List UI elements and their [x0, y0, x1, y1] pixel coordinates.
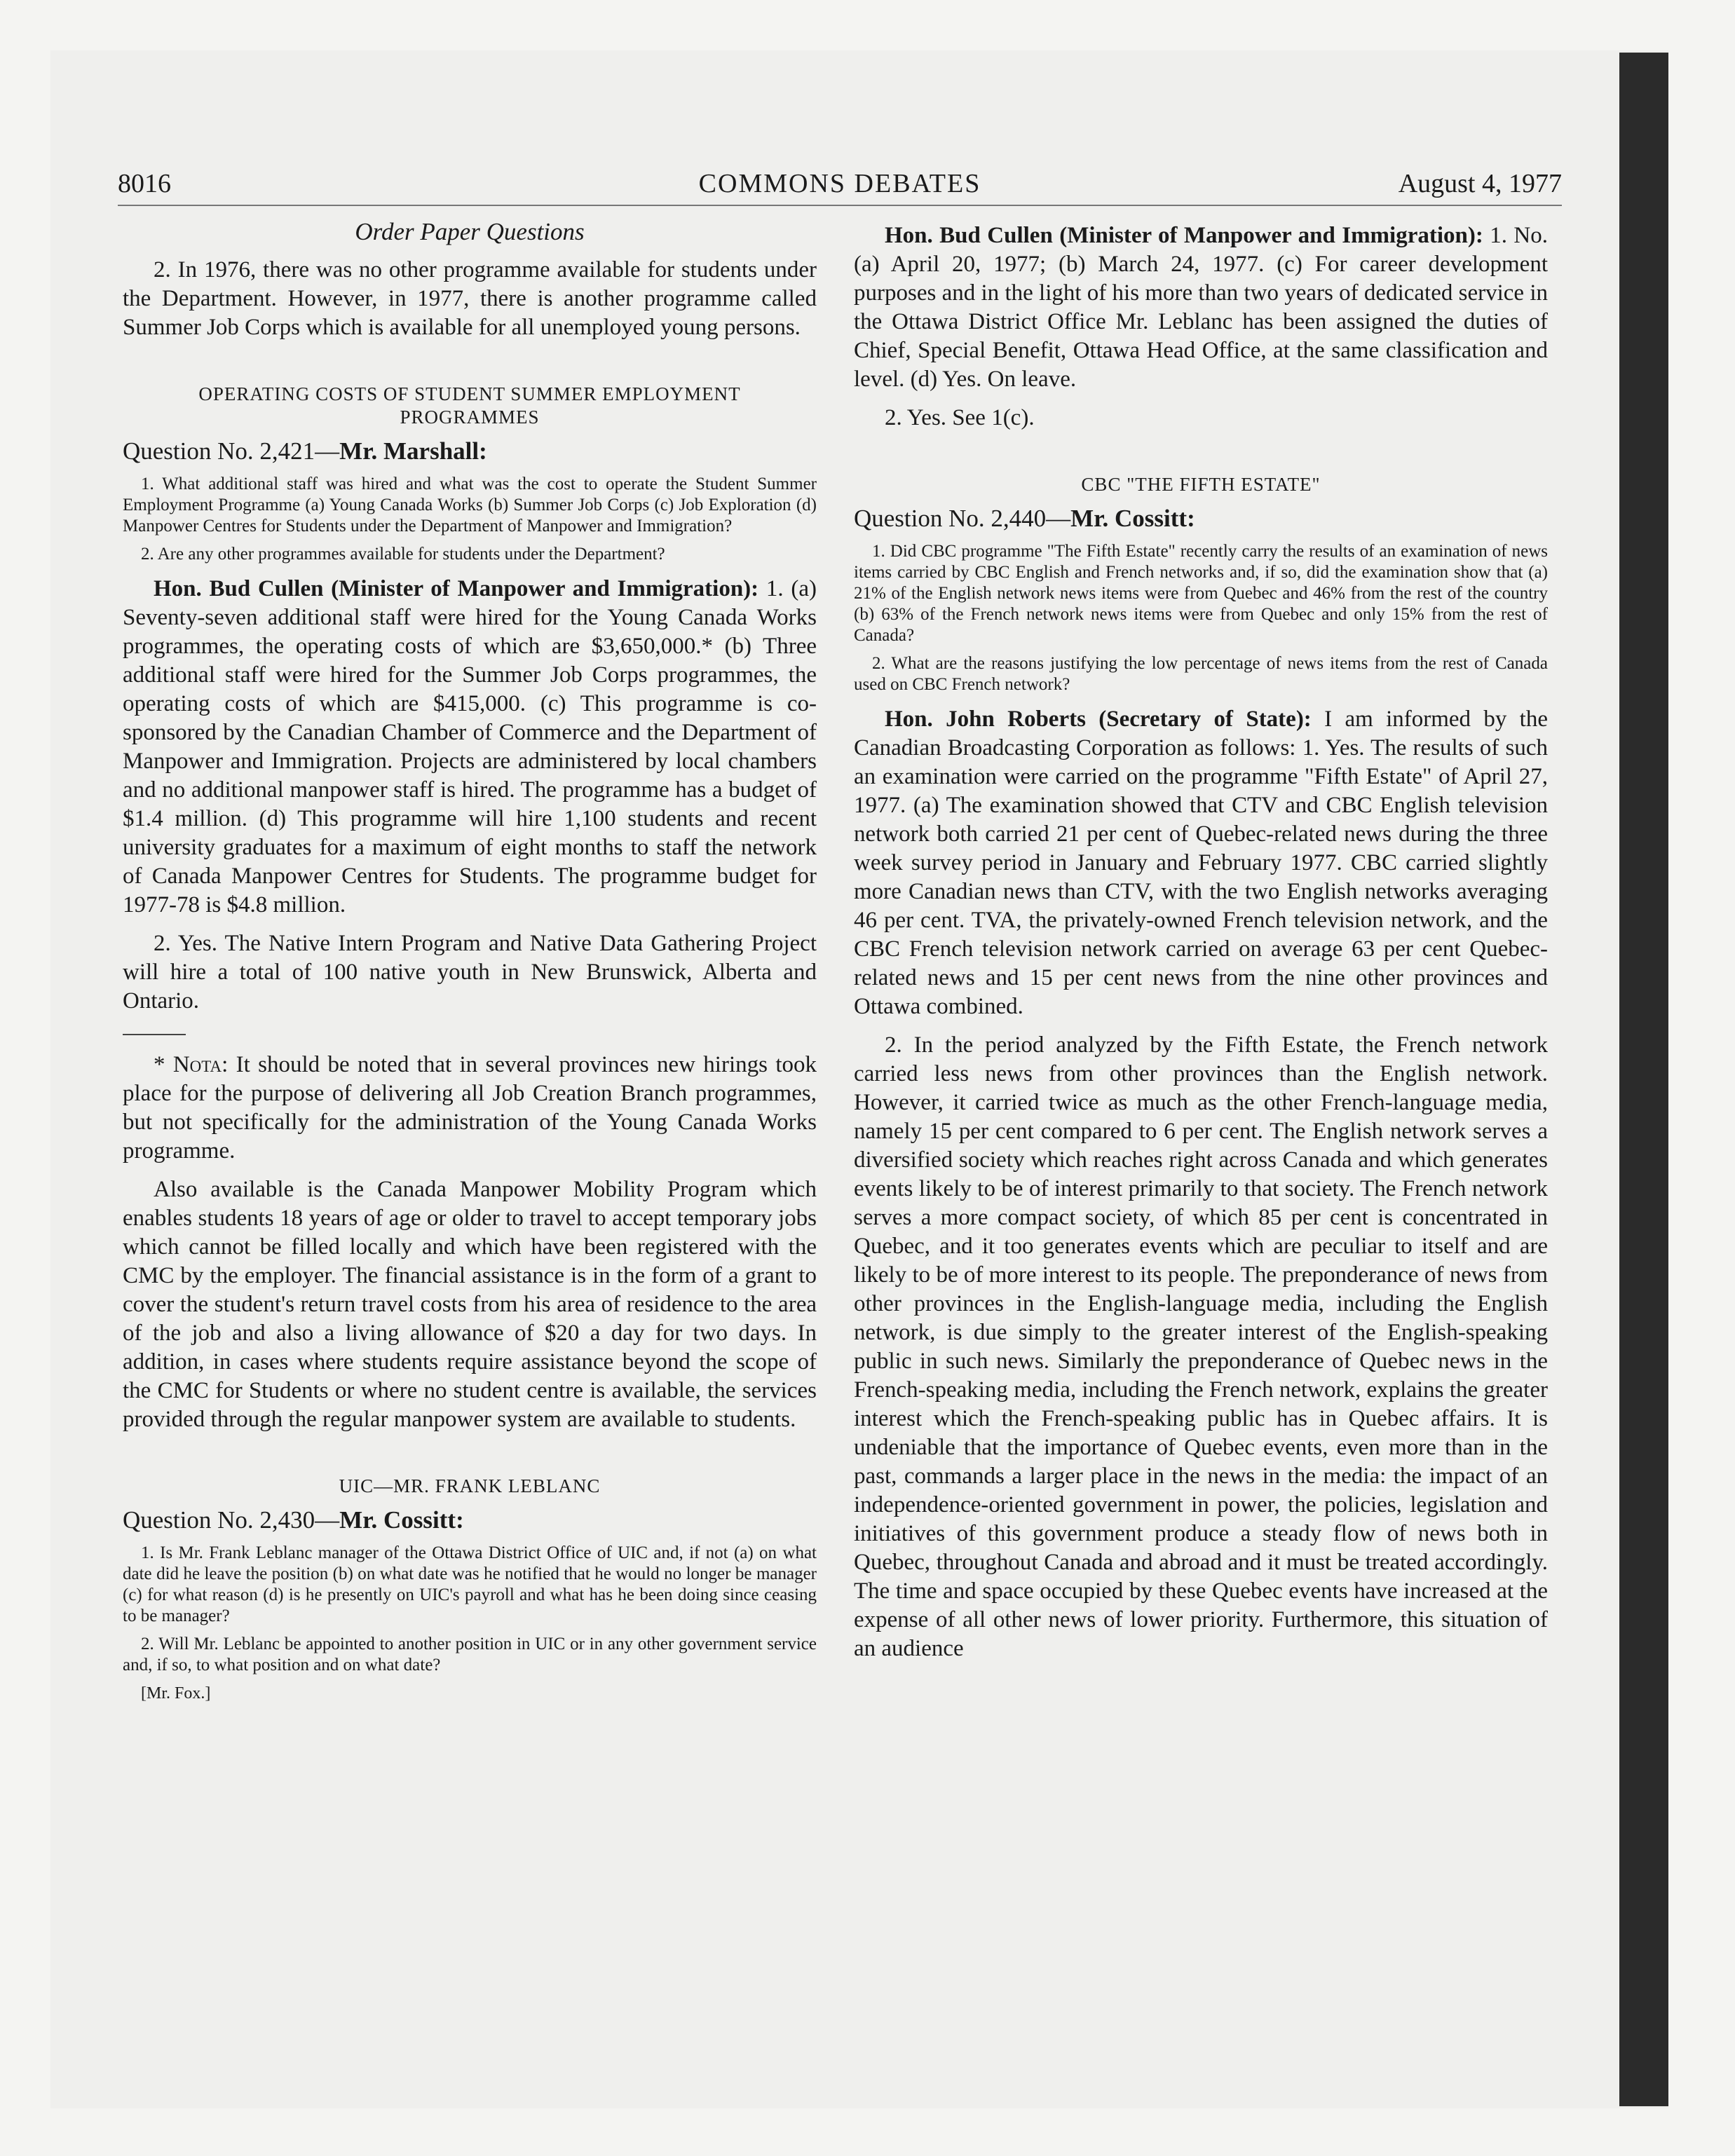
running-header: [118, 168, 1562, 206]
footnote-text: It should be noted that in several provinces new hirings took place for the purpose of delivering all Job Creation Branch programmes, but not specifically for the administration of the Young Canada Works programme.: [123, 1052, 817, 1164]
speaker-attribution: [Mr. Fox.]: [141, 1684, 211, 1703]
answer-text: I am informed by the Canadian Broadcasting Corporation as follows: 1. Yes. The results of such an examination were carried on the programme "Fifth Estate" of April 27, 1977. (a) The examination showed that CTV and CBC English television network both carried 21 per cent of Quebec-related news during the three week survey period in January and February 1977. CBC carried slightly more Canadian news than CTV, with the two English networks averaging 46 per cent. TVA, the privately-owned French television network, and the CBC French television network carried on average 63 per cent Quebec-related news and 15 per cent news from the nine other provinces and Ottawa combined.: [854, 707, 1548, 1019]
section-heading-cbc-fifth-estate: CBC "THE FIFTH ESTATE": [1081, 474, 1321, 495]
publication-title: COMMONS DEBATES: [698, 169, 981, 198]
answer-paragraph: 2. In the period analyzed by the Fifth Estate, the French network carried less news from other provinces than the English network. However, it carried twice as much as the other French-language media, namely 15 per cent compared to 6 per cent. The English network serves a diversified society which reaches right across Canada and which generates events likely to be of interest primarily to that society. The French network serves a more compact society, of which 85 per cent is concentrated in Quebec, and it too generates events which are peculiar to itself and are likely to be of more interest to its people. The preponderance of news from other provinces in the English-language media, including the English network, is due simply to the greater interest of the English-speaking public in such news. Similarly the preponderance of Quebec news in the French-speaking media, including the French network, explains the greater interest which the French-speaking public has in Quebec affairs. It is undeniable that the importance of Quebec events, even more than in the past, commands a larger place in the news in the media: the impact of an independence-oriented government in power, the policies, legislation and initiatives of this government produce a steady flow of news both in Quebec, throughout Canada and abroad and it must be treated accordingly. The time and space occupied by these Quebec events have increased at the expense of all other news of lower priority. Furthermore, this situation of an audience: [854, 1032, 1548, 1661]
question-heading-2430: [123, 1505, 817, 1536]
question-member: Mr. Cossitt:: [1070, 505, 1195, 532]
answer-paragraph: [854, 705, 1548, 1021]
paragraph-mobility-program: Also available is the Canada Manpower Mobility Program which enables students 18 years of age or older to travel to accept temporary jobs which cannot be filled locally and which have been registered with the CMC by the employer. The financial assistance is in the form of a grant to cover the student's return travel costs from his area of residence to the area of the job and also a living allowance of $20 a day for two days. In addition, in cases where students require assistance beyond the scope of the CMC for Students or where no student centre is available, the services provided through the regular manpower system are available to students.: [123, 1177, 817, 1432]
question-text: 1. Did CBC programme "The Fifth Estate" recently carry the results of an examination of news items carried by CBC English and French networks and, if so, did the examination show that (a) 21% of the English network news items were from Quebec and 46% from the rest of the country (b) 63% of the French network news items were from Quebec and only 15% from the rest of Canada?: [854, 542, 1548, 645]
paragraph-intro: 2. In 1976, there was no other programme available for students under the Department. However, in 1977, there is another programme called Summer Job Corps which is available for all unemployed young persons.: [123, 257, 817, 340]
question-number: Question No. 2,430—: [123, 1506, 340, 1534]
question-heading-2421: [123, 436, 817, 467]
answer-text: 1. (a) Seventy-seven additional staff were hired for the Young Canada Works programmes, the operating costs of which are $3,650,000.* (b) Three additional staff were hired for the Summer Job Corps programmes, the operating costs of which are $415,000. (c) This programme is co-sponsored by the Canadian Chamber of Commerce and the Department of Manpower and Immigration. Projects are administered by local chambers and no additional manpower staff is hired. The programme has a budget of $1.4 million. (d) This programme will hire 1,100 students and recent university graduates for a maximum of eight months to staff the network of Canada Manpower Centres for Students. The programme budget for 1977-78 is $4.8 million.: [123, 576, 817, 917]
right-column: [854, 217, 1548, 1663]
left-column: [123, 217, 817, 1711]
section-heading-uic-leblanc: UIC—MR. FRANK LEBLANC: [339, 1475, 601, 1496]
page-number: 8016: [118, 169, 171, 198]
speaker-name: Hon. John Roberts (Secretary of State):: [885, 707, 1312, 732]
answer-paragraph: [854, 221, 1548, 394]
question-member: Mr. Marshall:: [339, 437, 487, 465]
question-text: 2. Will Mr. Leblanc be appointed to another position in UIC or in any other government service and, if so, to what position and on what date?: [123, 1635, 817, 1674]
question-number: Question No. 2,421—: [123, 437, 340, 465]
speaker-name: Hon. Bud Cullen (Minister of Manpower and Immigration):: [885, 223, 1483, 248]
question-text: 2. What are the reasons justifying the low percentage of news items from the rest of Canada used on CBC French network?: [854, 654, 1548, 694]
answer-text: 1. No. (a) April 20, 1977; (b) March 24, 1977. (c) For career development purposes and in the light of his more than two years of dedicated service in the Ottawa District Office Mr. Leblanc has been assigned the duties of Chief, Special Benefit, Ottawa Head Office, at the same classification and level. (d) Yes. On leave.: [854, 223, 1548, 392]
answer-paragraph: [123, 575, 817, 920]
answer-paragraph: 2. Yes. The Native Intern Program and Native Data Gathering Project will hire a total of 100 native youth in New Brunswick, Alberta and Ontario.: [123, 931, 817, 1014]
footnote-label: * Nota:: [154, 1052, 229, 1077]
question-text: 2. Are any other programmes available for students under the Department?: [141, 545, 665, 564]
answer-paragraph: 2. Yes. See 1(c).: [885, 405, 1035, 430]
question-heading-2440: [854, 503, 1548, 534]
question-number: Question No. 2,440—: [854, 505, 1071, 532]
question-text: 1. What additional staff was hired and what was the cost to operate the Student Summer Employment Programme (a) Young Canada Works (b) Summer Job Corps (c) Job Exploration (d) Manpower Centres for Students under the Department of Manpower and Immigration?: [123, 475, 817, 535]
question-member: Mr. Cossitt:: [339, 1506, 464, 1534]
section-subtitle: Order Paper Questions: [355, 218, 585, 245]
speaker-name: Hon. Bud Cullen (Minister of Manpower and Immigration):: [154, 576, 759, 601]
section-heading-operating-costs: OPERATING COSTS OF STUDENT SUMMER EMPLOYMENT PROGRAMMES: [198, 383, 741, 428]
footnote-divider: [123, 1034, 186, 1035]
footnote: [123, 1051, 817, 1166]
question-text: 1. Is Mr. Frank Leblanc manager of the Ottawa District Office of UIC and, if not (a) on what date did he leave the position (b) on what date was he notified that he would no longer be manager (c) for what reason (d) is he presently on UIC's payroll and what has he been doing since ceasing to be manager?: [123, 1543, 817, 1625]
issue-date: August 4, 1977: [1398, 169, 1562, 198]
